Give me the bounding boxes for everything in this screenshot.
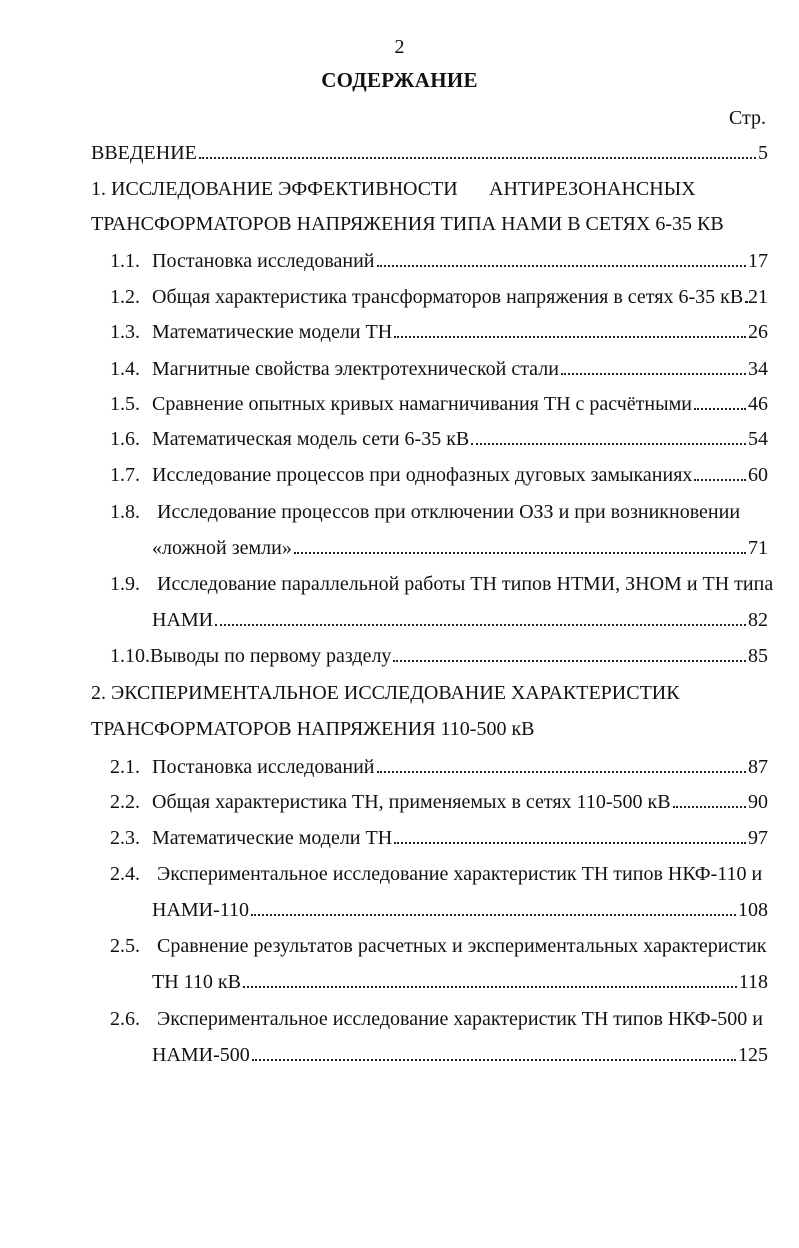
toc-entry [110, 390, 768, 418]
toc-entry-number: 2.6. [110, 1008, 140, 1030]
chapter-2-heading-line-1: 2. ЭКСПЕРИМЕНТАЛЬНОЕ ИССЛЕДОВАНИЕ ХАРАКТЕРИСТИК [91, 682, 680, 704]
toc-entry-continuation [152, 968, 768, 996]
toc-entry-page: 60 [748, 464, 768, 486]
toc-entry-number: 2.3. [110, 827, 140, 849]
leader-dots [471, 442, 746, 445]
toc-entry-title-continued: НАМИ-110 [152, 899, 250, 921]
leader-dots [673, 805, 746, 808]
leader-dots [377, 264, 746, 267]
leader-dots [215, 623, 746, 626]
leader-dots [199, 156, 756, 159]
toc-entry-continuation [152, 1041, 768, 1069]
leader-dots [243, 985, 737, 988]
toc-entry-page: 46 [748, 393, 768, 415]
toc-entry-number: 2.1. [110, 756, 140, 778]
toc-entry-title: Постановка исследований [152, 756, 375, 778]
toc-entry-page: 21 [748, 286, 768, 308]
chapter-1-heading-part-a: 1. ИССЛЕДОВАНИЕ ЭФФЕКТИВНОСТИ [91, 178, 458, 200]
toc-entry [110, 753, 768, 781]
toc-entry-page: 87 [748, 756, 768, 778]
leader-dots [252, 1058, 736, 1061]
toc-entry-title-continued: НАМИ [152, 609, 214, 631]
toc-entry-title: Экспериментальное исследование характеристик ТН типов НКФ-110 и [157, 863, 763, 885]
toc-entry-title: Постановка исследований [152, 250, 375, 272]
leader-dots [745, 300, 746, 303]
chapter-1-heading-part-b: АНТИРЕЗОНАНСНЫХ [489, 178, 696, 200]
toc-entry-page: 85 [748, 645, 768, 667]
toc-entry-page: 82 [748, 609, 768, 631]
toc-entry-number: 1.8. [110, 501, 140, 523]
chapter-1-heading-line-2: ТРАНСФОРМАТОРОВ НАПРЯЖЕНИЯ ТИПА НАМИ В СЕТЯХ 6-35 КВ [91, 213, 724, 235]
toc-entry-title-continued: НАМИ-500 [152, 1044, 250, 1066]
toc-entry-title-continued: ТН 110 кВ [152, 971, 241, 993]
toc-entry-title: Математические модели ТН [152, 827, 393, 849]
leader-dots [394, 841, 746, 844]
toc-entry-page: 118 [738, 971, 768, 993]
toc-entry [110, 283, 768, 311]
toc-entry-number: 1.3. [110, 321, 140, 343]
toc-entry-number: 1.10. [110, 645, 150, 667]
toc-entry-title: Исследование параллельной работы ТН типов НТМИ, ЗНОМ и ТН типа [157, 573, 774, 595]
toc-entry [110, 788, 768, 816]
toc-entry [110, 824, 768, 852]
toc-entry-page: 125 [738, 1044, 768, 1066]
pages-column-label: Стр. [728, 107, 766, 129]
toc-entry-intro [91, 139, 768, 167]
leader-dots [694, 407, 746, 410]
toc-entry-title: Общая характеристика трансформаторов напряжения в сетях 6-35 кВ [152, 286, 744, 308]
toc-entry-page: 26 [748, 321, 768, 343]
leader-dots [251, 913, 736, 916]
toc-entry-page: 34 [748, 358, 768, 380]
toc-entry-number: 1.7. [110, 464, 140, 486]
toc-entry [110, 1005, 763, 1033]
toc-entry-continuation [152, 606, 768, 634]
toc-entry-page: 71 [748, 537, 768, 559]
toc-entry [110, 247, 768, 275]
toc-entry-title: Математические модели ТН [152, 321, 393, 343]
toc-entry-number: 1.6. [110, 428, 140, 450]
toc-entry-number: 2.4. [110, 863, 140, 885]
toc-entry-number: 1.2. [110, 286, 140, 308]
toc-entry-number: 1.1. [110, 250, 140, 272]
toc-entry-page: 5 [758, 142, 768, 164]
toc-entry-number: 1.5. [110, 393, 140, 415]
toc-entry [110, 425, 768, 453]
page-title: СОДЕРЖАНИЕ [321, 68, 478, 92]
toc-entry-title-continued: «ложной земли» [152, 537, 292, 559]
toc-entry-number: 1.9. [110, 573, 140, 595]
toc-entry [110, 355, 768, 383]
toc-entry-continuation [152, 896, 768, 924]
toc-entry [110, 932, 767, 960]
toc-entry-title: ВВЕДЕНИЕ [91, 142, 197, 164]
toc-entry-title: Общая характеристика ТН, применяемых в сетях 110-500 кВ [152, 791, 671, 813]
toc-entry-title: Сравнение результатов расчетных и экспериментальных характеристик [157, 935, 767, 957]
page-number: 2 [394, 36, 405, 58]
toc-entry-title: Выводы по первому разделу [150, 645, 392, 667]
toc-entry-page: 108 [738, 899, 768, 921]
toc-entry-title: Математическая модель сети 6-35 кВ [152, 428, 470, 450]
toc-entry-page: 54 [748, 428, 768, 450]
toc-entry-title: Исследование процессов при отключении ОЗЗ и при возникновении [157, 501, 741, 523]
toc-entry-page: 90 [748, 791, 768, 813]
toc-entry [110, 860, 762, 888]
toc-entry-continuation [152, 534, 768, 562]
toc-entry-page: 17 [748, 250, 768, 272]
toc-entry-title: Исследование процессов при однофазных дуговых замыканиях [152, 464, 693, 486]
toc-entry [110, 318, 768, 346]
leader-dots [377, 770, 746, 773]
toc-entry [110, 570, 773, 598]
leader-dots [393, 659, 746, 662]
toc-entry-title: Экспериментальное исследование характеристик ТН типов НКФ-500 и [157, 1008, 763, 1030]
toc-entry [110, 498, 740, 526]
toc-entry-title: Магнитные свойства электротехнической стали [152, 358, 559, 380]
chapter-2-heading-line-2: ТРАНСФОРМАТОРОВ НАПРЯЖЕНИЯ 110-500 кВ [91, 718, 535, 740]
toc-entry [110, 642, 768, 670]
leader-dots [694, 478, 746, 481]
toc-entry-number: 2.2. [110, 791, 140, 813]
toc-entry-title: Сравнение опытных кривых намагничивания ТН с расчётными [152, 393, 692, 415]
toc-entry-number: 1.4. [110, 358, 140, 380]
leader-dots [561, 372, 746, 375]
toc-entry [110, 461, 768, 489]
leader-dots [294, 551, 746, 554]
toc-entry-number: 2.5. [110, 935, 140, 957]
leader-dots [394, 335, 746, 338]
toc-entry-page: 97 [748, 827, 768, 849]
